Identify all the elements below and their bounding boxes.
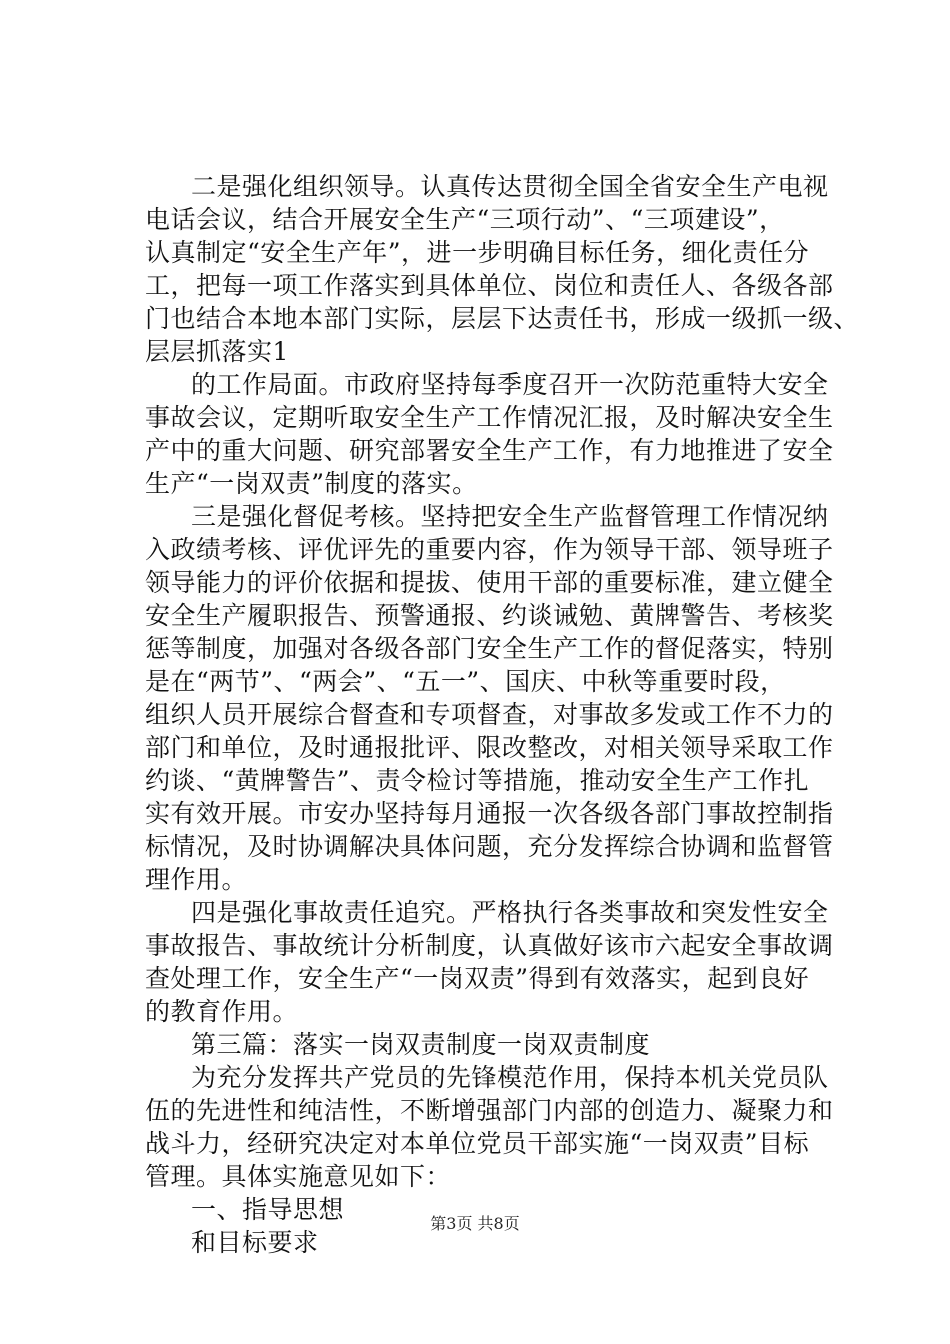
text-line: 四是强化事故责任追究。严格执行各类事故和突发性安全 [191, 898, 829, 927]
text-line: 部门和单位，及时通报批评、限改整改，对相关领导采取工作 [145, 733, 834, 762]
text-line: 电话会议，结合开展安全生产“三项行动”、“三项建设”， [145, 205, 785, 234]
text-line: 第三篇：落实一岗双责制度一岗双责制度 [191, 1030, 651, 1059]
page-footer: 第3页 共8页 [430, 1214, 520, 1233]
text-line: 约谈、“黄牌警告”、责令检讨等措施，推动安全生产工作扎 [145, 766, 810, 795]
text-line: 理作用。 [145, 865, 248, 894]
text-line: 和目标要求 [191, 1228, 319, 1257]
text-line: 入政绩考核、评优评先的重要内容，作为领导干部、领导班子 [145, 535, 834, 564]
text-line: 惩等制度，加强对各级各部门安全生产工作的督促落实，特别 [145, 634, 834, 663]
text-line: 标情况，及时协调解决具体问题，充分发挥综合协调和监督管 [145, 832, 834, 861]
text-line: 的工作局面。市政府坚持每季度召开一次防范重特大安全 [191, 370, 829, 399]
text-line: 三是强化督促考核。坚持把安全生产监督管理工作情况纳 [191, 502, 829, 531]
text-line: 一、指导思想 [191, 1195, 345, 1224]
text-line: 为充分发挥共产党员的先锋模范作用，保持本机关党员队 [191, 1063, 829, 1092]
text-line: 工，把每一项工作落实到具体单位、岗位和责任人、各级各部 [145, 271, 834, 300]
text-line: 是在“两节”、“两会”、“五一”、国庆、中秋等重要时段， [145, 667, 786, 696]
text-line: 实有效开展。市安办坚持每月通报一次各级各部门事故控制指 [145, 799, 834, 828]
text-line: 认真制定“安全生产年”，进一步明确目标任务，细化责任分 [145, 238, 810, 267]
text-line: 伍的先进性和纯洁性，不断增强部门内部的创造力、凝聚力和 [145, 1096, 834, 1125]
text-line: 事故会议，定期听取安全生产工作情况汇报，及时解决安全生 [145, 403, 834, 432]
text-line: 门也结合本地本部门实际，层层下达责任书，形成一级抓一级、 [145, 304, 860, 333]
text-line: 生产“一岗双责”制度的落实。 [145, 469, 478, 498]
text-line: 二是强化组织领导。认真传达贯彻全国全省安全生产电视 [191, 172, 829, 201]
text-line: 战斗力，经研究决定对本单位党员干部实施“一岗双责”目标 [145, 1129, 810, 1158]
document-body [145, 170, 860, 1259]
text-line: 的教育作用。 [145, 997, 299, 1026]
text-line: 事故报告、事故统计分析制度，认真做好该市六起安全事故调 [145, 931, 834, 960]
text-line: 领导能力的评价依据和提拔、使用干部的重要标准，建立健全 [145, 568, 834, 597]
text-line: 查处理工作，安全生产“一岗双责”得到有效落实，起到良好 [145, 964, 810, 993]
text-line: 产中的重大问题、研究部署安全生产工作，有力地推进了安全 [145, 436, 834, 465]
text-line: 安全生产履职报告、预警通报、约谈诫勉、黄牌警告、考核奖 [145, 601, 834, 630]
text-line: 层层抓落实1 [145, 337, 289, 366]
text-line: 组织人员开展综合督查和专项督查，对事故多发或工作不力的 [145, 700, 834, 729]
text-line: 管理。具体实施意见如下： [145, 1162, 452, 1191]
